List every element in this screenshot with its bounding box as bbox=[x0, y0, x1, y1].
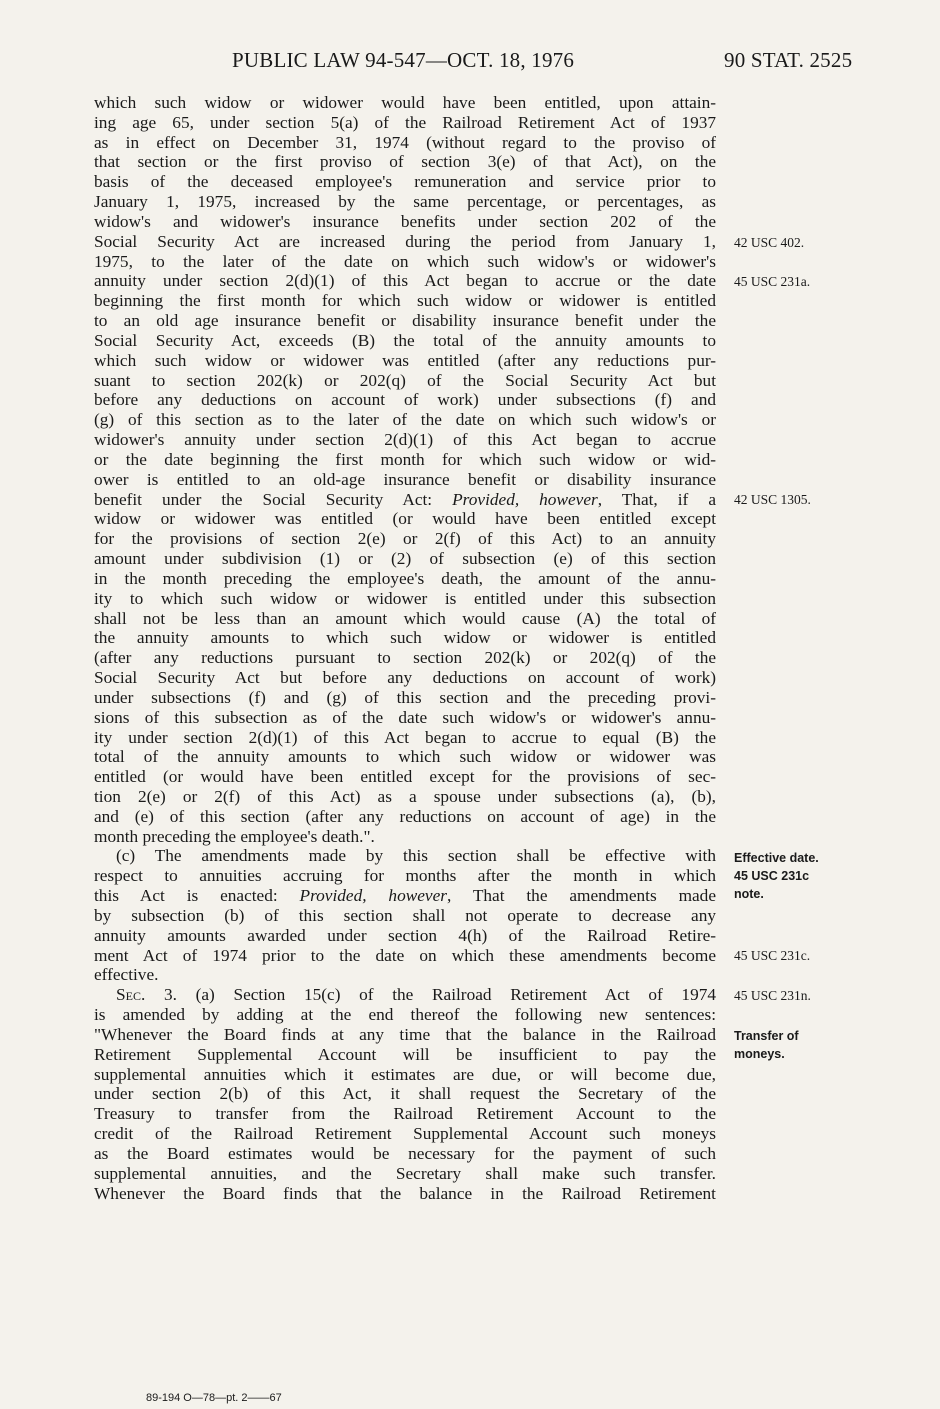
text-segment: benefit under the Social Security Act: bbox=[94, 489, 453, 509]
text-line: tion 2(e) or 2(f) of this Act) as a spouse under subsections (a), (b), bbox=[94, 786, 716, 806]
text-line: credit of the Railroad Retirement Supplemental Account such moneys bbox=[94, 1124, 716, 1144]
text-line: supplemental annuities which it estimates are due, or will become due, bbox=[94, 1064, 716, 1084]
margin-note-transfer-line1: Transfer of bbox=[734, 1029, 799, 1043]
footer-printing-code: 89-194 O—78—pt. 2——67 bbox=[146, 1392, 282, 1404]
text-segment: 3. (a) Section 15(c) of the Railroad Retirement Act of 1974 bbox=[163, 985, 716, 1005]
text-line: widower's annuity under section 2(d)(1) of this Act began to accrue bbox=[94, 430, 716, 450]
text-line: that section or the first proviso of section 3(e) of that Act), on the bbox=[94, 152, 716, 172]
text-line: Treasury to transfer from the Railroad Retirement Account to the bbox=[94, 1104, 716, 1124]
text-line: the annuity amounts to which such widow or widower is entitled bbox=[94, 628, 716, 648]
text-line: "Whenever the Board finds at any time that the balance in the Railroad bbox=[94, 1024, 716, 1044]
text-line: under subsections (f) and (g) of this section and the preceding provi- bbox=[94, 687, 716, 707]
text-line: under section 2(b) of this Act, it shall request the Secretary of the bbox=[94, 1084, 716, 1104]
proviso-italic: Provided, however bbox=[452, 489, 598, 509]
text-line: widow or widower was entitled (or would have been entitled except bbox=[94, 509, 716, 529]
text-line: ower is entitled to an old-age insurance benefit or disability insurance bbox=[94, 469, 716, 489]
text-line: ment Act of 1974 prior to the date on which these amendments become bbox=[94, 945, 716, 965]
text-line: ing age 65, under section 5(a) of the Railroad Retirement Act of 1937 bbox=[94, 112, 716, 132]
text-line: 1975, to the later of the date on which such widow's or widower's bbox=[94, 251, 716, 271]
text-line: beginning the first month for which such widow or widower is entitled bbox=[94, 291, 716, 311]
text-line: (g) of this section as to the later of the date on which such widow's or bbox=[94, 410, 716, 430]
body-text bbox=[94, 93, 716, 1203]
text-line: before any deductions on account of work) under subsections (f) and bbox=[94, 390, 716, 410]
text-line: as the Board estimates would be necessary for the payment of such bbox=[94, 1143, 716, 1163]
text-line: entitled (or would have been entitled except for the provisions of sec- bbox=[94, 767, 716, 787]
text-line: (c) The amendments made by this section shall be effective with bbox=[116, 846, 716, 866]
statute-page-number: 90 STAT. 2525 bbox=[724, 48, 853, 72]
text-line: and (e) of this section (after any reductions on account of age) in the bbox=[94, 806, 716, 826]
text-line-with-proviso bbox=[94, 886, 716, 906]
margin-note-45-usc-231c-note-line2: note. bbox=[734, 887, 764, 901]
text-line: as in effect on December 31, 1974 (without regard to the proviso of bbox=[94, 132, 716, 152]
text-line: ity under section 2(d)(1) of this Act began to accrue to equal (B) the bbox=[94, 727, 716, 747]
text-line: which such widow or widower was entitled (after any reductions pur- bbox=[94, 350, 716, 370]
margin-note-45-usc-231c: 45 USC 231c. bbox=[734, 948, 811, 963]
text-line: basis of the deceased employee's remuneration and service prior to bbox=[94, 172, 716, 192]
text-line: (after any reductions pursuant to section 202(k) or 202(q) of the bbox=[94, 648, 716, 668]
text-line: in the month preceding the employee's death, the amount of the annu- bbox=[94, 568, 716, 588]
text-line: Social Security Act, exceeds (B) the total of the annuity amounts to bbox=[94, 330, 716, 350]
text-line: which such widow or widower would have been entitled, upon attain- bbox=[94, 93, 716, 112]
text-line: for the provisions of section 2(e) or 2(f) of this Act) to an annuity bbox=[94, 529, 716, 549]
text-line: amount under subdivision (1) or (2) of subsection (e) of this section bbox=[94, 549, 716, 569]
header-title: PUBLIC LAW 94-547—OCT. 18, 1976 bbox=[232, 48, 575, 72]
text-line: is amended by adding at the end thereof the following new sentences: bbox=[94, 1005, 716, 1025]
text-line: by subsection (b) of this section shall not operate to decrease any bbox=[94, 905, 716, 925]
margin-note-45-usc-231a: 45 USC 231a. bbox=[734, 274, 811, 289]
margin-note-45-usc-231c-note-line1: 45 USC 231c bbox=[734, 869, 810, 883]
proviso-italic: Provided, however bbox=[299, 886, 447, 906]
text-segment: this Act is enacted: bbox=[94, 886, 300, 906]
margin-note-42-usc-402: 42 USC 402. bbox=[734, 235, 805, 250]
text-line: to an old age insurance benefit or disability insurance benefit under the bbox=[94, 311, 716, 331]
margin-note-transfer-line2: moneys. bbox=[734, 1047, 785, 1061]
text-line: respect to annuities accruing for months after the month in which bbox=[94, 866, 716, 886]
text-line: shall not be less than an amount which would cause (A) the total of bbox=[94, 608, 716, 628]
text-line: Retirement Supplemental Account will be insufficient to pay the bbox=[94, 1044, 716, 1064]
text-line: effective. bbox=[94, 965, 159, 985]
section-label: Sec. bbox=[116, 985, 146, 1005]
margin-note-45-usc-231n: 45 USC 231n. bbox=[734, 988, 811, 1003]
text-line: or the date beginning the first month for which such widow or wid- bbox=[94, 449, 716, 469]
text-line: month preceding the employee's death.". bbox=[94, 826, 375, 846]
text-line: January 1, 1975, increased by the same percentage, or percentages, as bbox=[94, 192, 716, 212]
text-line: annuity amounts awarded under section 4(h) of the Railroad Retire- bbox=[94, 925, 716, 945]
text-line: supplemental annuities, and the Secretary shall make such transfer. bbox=[94, 1163, 716, 1183]
text-line: Social Security Act but before any deductions on account of work) bbox=[94, 668, 716, 688]
text-line: Whenever the Board finds that the balance in the Railroad Retirement bbox=[94, 1183, 716, 1203]
text-line: widow's and widower's insurance benefits under section 202 of the bbox=[94, 211, 716, 231]
section-3-line bbox=[94, 985, 716, 1005]
text-line-with-proviso bbox=[94, 490, 716, 510]
margin-note-effective-date: Effective date. bbox=[734, 851, 819, 865]
text-line: ity to which such widow or widower is entitled under this subsection bbox=[94, 588, 716, 608]
text-line: total of the annuity amounts to which such widow or widower was bbox=[94, 747, 716, 767]
text-line: sions of this subsection as of the date such widow's or widower's annu- bbox=[94, 707, 716, 727]
text-line: annuity under section 2(d)(1) of this Act began to accrue or the date bbox=[94, 271, 716, 291]
text-segment: , That, if a bbox=[597, 489, 716, 509]
page-header bbox=[0, 42, 940, 72]
text-line: Social Security Act are increased during the period from January 1, bbox=[94, 231, 716, 251]
text-line: suant to section 202(k) or 202(q) of the Social Security Act but bbox=[94, 370, 716, 390]
text-segment: , That the amendments made bbox=[446, 886, 716, 906]
margin-note-42-usc-1305: 42 USC 1305. bbox=[734, 492, 811, 507]
